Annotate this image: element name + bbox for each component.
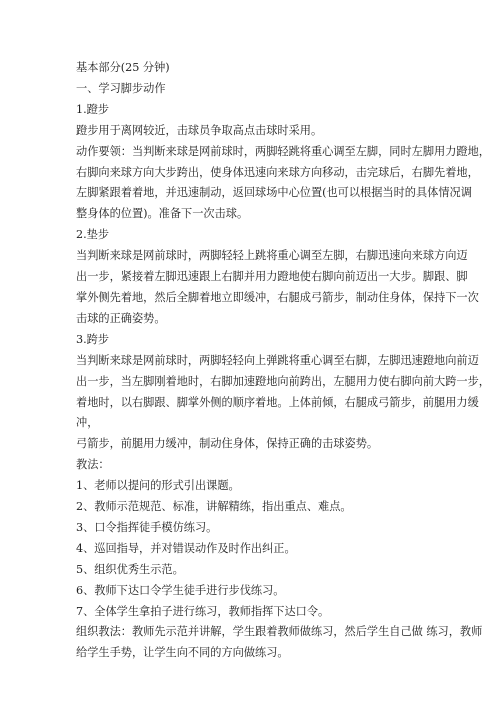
- item-heading-step-3: 3.跨步: [76, 332, 110, 346]
- list-item: 4、巡回指导，并对错误动作及时作出纠正。: [76, 541, 296, 555]
- paragraph-line: 出一步，紧接着左脚迅速跟上右脚并用力蹬地使右脚向前迈出一大步。脚跟、脚: [76, 270, 468, 284]
- paragraph-line: 当判断来球是网前球时，两脚轻轻上跳将重心调至左脚，右脚迅速向来球方向迈: [76, 249, 468, 263]
- paragraph-line: 组织教法：教师先示范并讲解，学生跟着教师做练习，然后学生自己做 练习，教师: [76, 625, 483, 639]
- paragraph-line: 击球的正确姿势。: [76, 311, 166, 325]
- list-item: 3、口令指挥徒手模仿练习。: [76, 520, 218, 534]
- list-item: 1、老师以提问的形式引出课题。: [76, 479, 240, 493]
- teaching-method-heading: 教法：: [76, 458, 110, 472]
- paragraph-line: 着地时，以右脚跟、脚掌外侧的顺序着地。上体前倾，右腿成弓箭步，前腿用力缓: [76, 395, 479, 409]
- paragraph-line: 蹬步用于离网较近，击球员争取高点击球时采用。: [76, 123, 323, 137]
- paragraph-line: 当判断来球是网前球时，两脚轻轻向上弹跳将重心调至右脚，左脚迅速蹬地向前迈: [76, 353, 479, 367]
- paragraph-line: 给学生手势，让学生向不同的方向做练习。: [76, 646, 289, 660]
- section-heading: 基本部分(25 分钟): [76, 61, 170, 74]
- item-heading-step-1: 1.蹬步: [76, 102, 110, 116]
- paragraph-line: 冲，: [76, 416, 99, 430]
- paragraph-line: 整身体的位置)。准备下一次击球。: [76, 207, 249, 221]
- paragraph-line: 掌外侧先着地，然后全脚着地立即缓冲，右腿成弓箭步，制动住身体，保持下一次: [76, 290, 479, 304]
- subsection-heading: 一、学习脚步动作: [76, 81, 166, 95]
- paragraph-line: 弓箭步，前腿用力缓冲，制动住身体，保持正确的击球姿势。: [76, 437, 379, 451]
- paragraph-line: 右脚向来球方向大步跨出，使身体迅速向来球方向移动，击完球后，右脚先着地，: [76, 165, 479, 179]
- paragraph-line: 出一步，当左脚刚着地时，右脚加速蹬地向前跨出，左腿用力使右脚向前大跨一步，: [76, 374, 490, 388]
- paragraph-line: 动作要领：当判断来球是网前球时，两脚轻跳将重心调至左脚，同时左脚用力蹬地，: [76, 144, 490, 158]
- list-item: 7、全体学生拿拍子进行练习，教师指挥下达口令。: [76, 604, 330, 618]
- list-item: 5、组织优秀生示范。: [76, 562, 184, 576]
- list-item: 6、教师下达口令学生徒手进行步伐练习。: [76, 583, 285, 597]
- document-body: [76, 58, 490, 664]
- list-item: 2、教师示范规范、标准，讲解精练，指出重点、难点。: [76, 500, 352, 514]
- paragraph-line: 左脚紧跟着着地，并迅速制动，返回球场中心位置(也可以根据当时的具体情况调: [76, 186, 472, 200]
- item-heading-step-2: 2.垫步: [76, 228, 110, 242]
